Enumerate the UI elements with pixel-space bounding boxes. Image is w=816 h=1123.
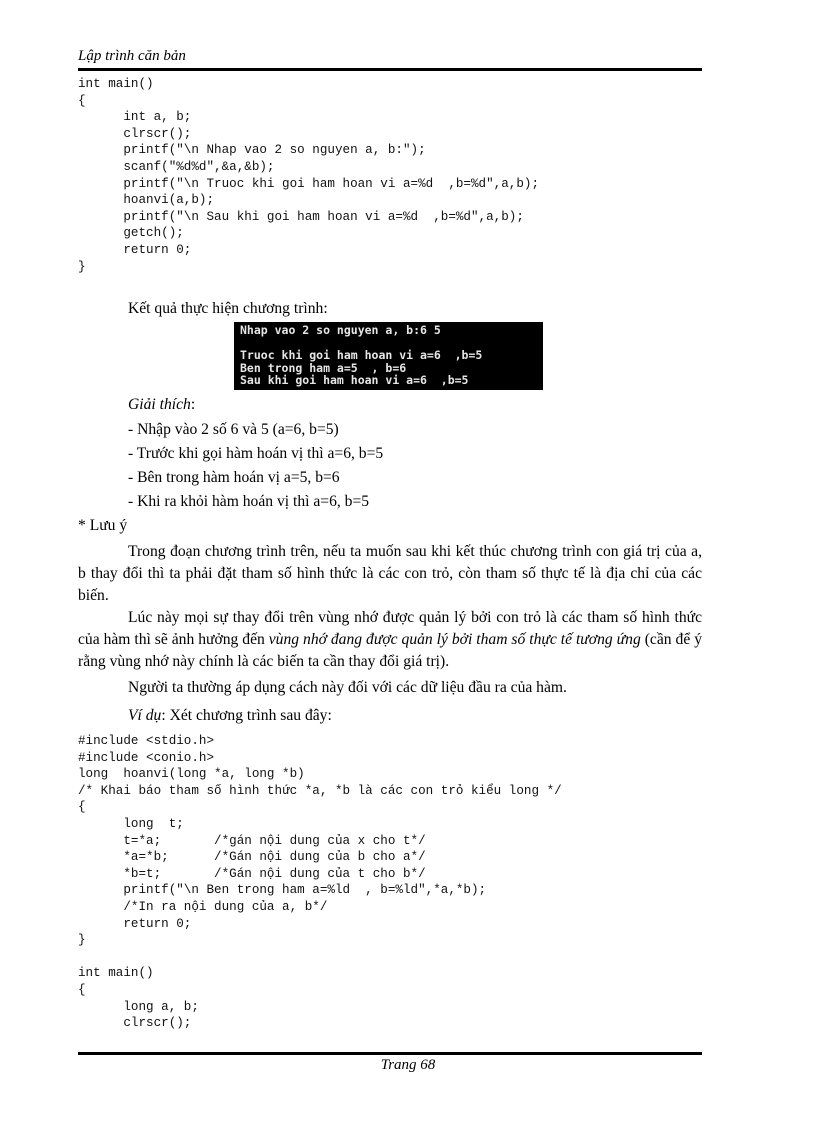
- code-line: t=*a; /*gán nội dung của x cho t*/: [78, 833, 426, 848]
- paragraph: Trong đoạn chương trình trên, nếu ta muốn sau khi kết thúc chương trình con giá trị của a, b thay đổi thì ta phải đặt tham số hình thức là các con trỏ, còn tham số thực tế là địa chỉ của các biến.: [78, 543, 702, 604]
- code-line: printf("\n Nhap vao 2 so nguyen a, b:");: [78, 143, 426, 158]
- code-line: *b=t; /*Gán nội dung của t cho b*/: [78, 866, 426, 881]
- code-line: int main(): [78, 77, 154, 91]
- code-line: clrscr();: [78, 126, 192, 141]
- code-line: clrscr();: [78, 1016, 192, 1031]
- code-line: long t;: [78, 816, 184, 831]
- code-line: return 0;: [78, 242, 192, 257]
- code-line: }: [78, 259, 86, 274]
- console-line: Nhap vao 2 so nguyen a, b:6 5: [240, 323, 441, 337]
- bullet-item: - Nhập vào 2 số 6 và 5 (a=6, b=5): [128, 421, 339, 438]
- code-line: #include <conio.h>: [78, 750, 215, 765]
- example-label-italic: Ví dụ: [128, 707, 162, 724]
- page-number: Trang 68: [380, 1057, 436, 1073]
- code-line: int main(): [78, 966, 154, 981]
- paragraph-text: (cần để ý rằng vùng nhớ này chính là các biến ta cần thay đổi giá trị).: [78, 631, 702, 670]
- code-line: *a=*b; /*Gán nội dung của b cho a*/: [78, 850, 426, 865]
- code-line: /*In ra nội dung của a, b*/: [78, 899, 328, 914]
- paragraph-emphasis: vùng nhớ đang được quản lý bởi tham số thực tế tương ứng: [268, 631, 641, 648]
- code-line: long a, b;: [78, 999, 199, 1014]
- code-line: return 0;: [78, 916, 192, 931]
- code-line: printf("\n Sau khi goi ham hoan vi a=%d ,b=%d",a,b);: [78, 209, 524, 224]
- code-line: {: [78, 982, 86, 997]
- bullet-item: - Trước khi gọi hàm hoán vị thì a=6, b=5: [128, 445, 384, 462]
- paragraph: Người ta thường áp dụng cách này đối với các dữ liệu đầu ra của hàm.: [128, 679, 567, 696]
- code-line: /* Khai báo tham số hình thức *a, *b là các con trỏ kiểu long */: [78, 783, 562, 798]
- code-block-hoanvi: [78, 733, 562, 1032]
- result-label: Kết quả thực hiện chương trình:: [128, 300, 328, 317]
- code-line: int a, b;: [78, 110, 192, 125]
- code-line: {: [78, 93, 86, 108]
- code-line: printf("\n Ben trong ham a=%ld , b=%ld",*a,*b);: [78, 883, 487, 898]
- code-line: getch();: [78, 226, 184, 241]
- console-line: Ben trong ham a=5 , b=6: [240, 360, 407, 375]
- code-line: printf("\n Truoc khi goi ham hoan vi a=%d ,b=%d",a,b);: [78, 176, 540, 191]
- code-line: long hoanvi(long *a, long *b): [78, 767, 305, 782]
- code-block-main: [78, 76, 539, 275]
- explanation-colon: :: [190, 396, 196, 413]
- code-line: [78, 949, 562, 966]
- console-line: Truoc khi goi ham hoan vi a=6 ,b=5: [240, 348, 483, 362]
- paragraph: [78, 607, 702, 673]
- paragraph-text: Lúc này mọi sự thay đổi trên vùng nhớ được quản lý bởi con trỏ là các tham số hình thức của hàm thì sẽ ảnh hưởng đến: [78, 609, 702, 648]
- page-header: Lập trình căn bản: [78, 48, 186, 64]
- example-label: [78, 705, 702, 727]
- console-output: [234, 322, 543, 390]
- example-text: : Xét chương trình sau đây:: [161, 707, 332, 724]
- console-line: Sau khi goi ham hoan vi a=6 ,b=5: [240, 373, 469, 387]
- bullet-item: - Bên trong hàm hoán vị a=5, b=6: [128, 469, 340, 486]
- explanation-label: [78, 394, 702, 416]
- header-divider: [78, 68, 702, 71]
- code-line: hoanvi(a,b);: [78, 193, 215, 208]
- bullet-item: - Khi ra khỏi hàm hoán vị thì a=6, b=5: [128, 493, 370, 510]
- explanation-label-italic: Giải thích: [128, 396, 191, 413]
- code-line: #include <stdio.h>: [78, 734, 215, 748]
- code-line: }: [78, 933, 86, 948]
- footer-divider: [78, 1052, 702, 1055]
- code-line: {: [78, 800, 86, 815]
- note-label: * Lưu ý: [78, 517, 128, 534]
- code-line: scanf("%d%d",&a,&b);: [78, 159, 275, 174]
